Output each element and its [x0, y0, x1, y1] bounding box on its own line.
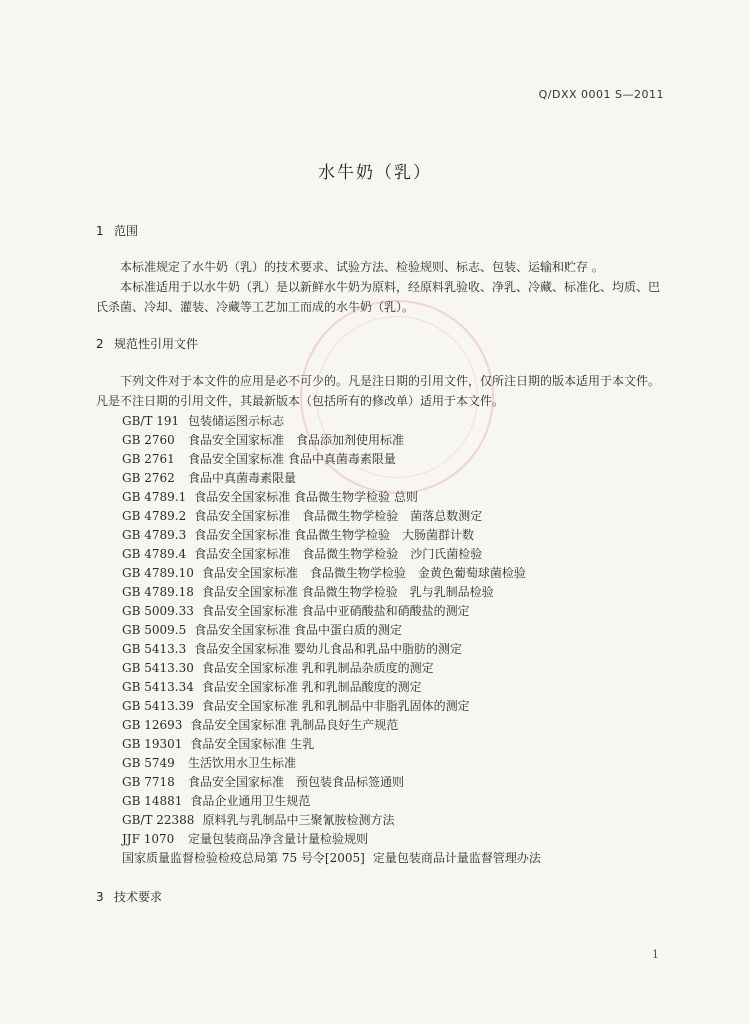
page-number: 1 — [652, 948, 659, 961]
section-number: 1 — [96, 224, 104, 238]
reference-code: GB 5009.33 — [122, 604, 194, 618]
reference-item — [122, 488, 662, 507]
reference-name: 食品安全国家标准 食品中蛋白质的测定 — [194, 623, 403, 637]
reference-item — [122, 564, 662, 583]
section-number: 2 — [96, 337, 104, 351]
scope-paragraph-2: 本标准适用于以水牛奶（乳）是以新鲜水牛奶为原料，经原料乳验收、净乳、冷藏、标准化、均质、巴氏杀菌、冷却、灌装、冷藏等工艺加工而成的水牛奶（乳）。 — [96, 280, 661, 314]
reference-item — [122, 849, 662, 868]
reference-item — [122, 602, 662, 621]
reference-name: 食品安全国家标准 乳制品良好生产规范 — [190, 718, 399, 732]
reference-item — [122, 431, 662, 450]
reference-name: 包装储运图示标志 — [188, 414, 285, 428]
reference-item — [122, 697, 662, 716]
reference-item — [122, 526, 662, 545]
reference-name: 食品安全国家标准 食品中亚硝酸盐和硝酸盐的测定 — [201, 604, 470, 618]
reference-code: GB 5009.5 — [122, 623, 187, 637]
reference-name: 食品安全国家标准 生乳 — [190, 737, 315, 751]
reference-code: GB 5749 — [122, 756, 175, 770]
reference-name: 食品安全国家标准 食品微生物学检验 沙门氏菌检验 — [194, 547, 483, 561]
reference-code: GB 4789.10 — [122, 566, 194, 580]
reference-item — [122, 450, 662, 469]
reference-name: 定量包装商品净含量计量检验规则 — [188, 832, 369, 846]
section-heading-scope — [96, 222, 138, 239]
reference-item — [122, 830, 662, 849]
section-number: 3 — [96, 890, 104, 904]
section-heading-technical-requirements — [96, 888, 162, 905]
reference-code: GB 12693 — [122, 718, 183, 732]
reference-name: 食品安全国家标准 食品微生物学检验 乳与乳制品检验 — [201, 585, 494, 599]
reference-code: GB 4789.2 — [122, 509, 187, 523]
reference-name: 食品安全国家标准 食品微生物学检验 金黄色葡萄球菌检验 — [201, 566, 526, 580]
reference-code: 国家质量监督检验检疫总局第 75 号令[2005] — [122, 851, 365, 865]
reference-code: GB 5413.34 — [122, 680, 194, 694]
reference-code: GB 4789.4 — [122, 547, 187, 561]
reference-code: GB 2762 — [122, 471, 175, 485]
reference-name: 食品中真菌毒素限量 — [188, 471, 297, 485]
reference-code: GB 19301 — [122, 737, 183, 751]
reference-name: 食品安全国家标准 食品微生物学检验 总则 — [194, 490, 418, 504]
reference-name: 食品安全国家标准 婴幼儿食品和乳品中脂肪的测定 — [194, 642, 463, 656]
reference-code: GB/T 191 — [122, 414, 180, 428]
reference-code: GB 14881 — [122, 794, 183, 808]
reference-code: GB 2761 — [122, 452, 175, 466]
reference-name: 食品安全国家标准 乳和乳制品杂质度的测定 — [201, 661, 434, 675]
reference-code: GB/T 22388 — [122, 813, 195, 827]
reference-code: GB 2760 — [122, 433, 175, 447]
references-intro: 下列文件对于本文件的应用是必不可少的。凡是注日期的引用文件，仅所注日期的版本适用于本文件。凡是不注日期的引用文件，其最新版本（包括所有的修改单）适用于本文件。 — [96, 374, 661, 408]
document-title: 水牛奶（乳） — [318, 163, 432, 183]
reference-item — [122, 754, 662, 773]
section-title: 技术要求 — [114, 890, 163, 904]
reference-name: 食品安全国家标准 食品中真菌毒素限量 — [188, 452, 396, 466]
reference-item — [122, 583, 662, 602]
reference-code: GB 4789.3 — [122, 528, 187, 542]
reference-item — [122, 811, 662, 830]
reference-code: GB 5413.30 — [122, 661, 194, 675]
reference-item — [122, 792, 662, 811]
reference-name: 原料乳与乳制品中三聚氰胺检测方法 — [202, 813, 395, 827]
reference-item — [122, 545, 662, 564]
reference-name: 食品安全国家标准 预包装食品标签通则 — [188, 775, 405, 789]
reference-item — [122, 735, 662, 754]
reference-name: 生活饮用水卫生标准 — [188, 756, 297, 770]
reference-code: GB 7718 — [122, 775, 175, 789]
reference-name: 食品企业通用卫生规范 — [190, 794, 311, 808]
reference-item — [122, 412, 662, 431]
reference-item — [122, 507, 662, 526]
reference-item — [122, 659, 662, 678]
reference-name: 定量包装商品计量监督管理办法 — [372, 851, 541, 865]
section-title: 范围 — [114, 224, 139, 238]
reference-code: GB 5413.39 — [122, 699, 194, 713]
reference-code: GB 5413.3 — [122, 642, 187, 656]
section-heading-references — [96, 335, 198, 352]
scope-paragraph-1: 本标准规定了水牛奶（乳）的技术要求、试验方法、检验规则、标志、包装、运输和贮存 。 — [120, 260, 604, 274]
reference-item — [122, 678, 662, 697]
reference-code: JJF 1070 — [122, 832, 175, 846]
reference-name: 食品安全国家标准 乳和乳制品酸度的测定 — [201, 680, 422, 694]
reference-list — [122, 412, 662, 868]
reference-item — [122, 716, 662, 735]
reference-name: 食品安全国家标准 食品微生物学检验 大肠菌群计数 — [194, 528, 475, 542]
reference-item — [122, 773, 662, 792]
reference-code: GB 4789.1 — [122, 490, 187, 504]
section-title: 规范性引用文件 — [114, 337, 199, 351]
reference-code: GB 4789.18 — [122, 585, 194, 599]
reference-name: 食品安全国家标准 食品添加剂使用标准 — [188, 433, 405, 447]
reference-name: 食品安全国家标准 食品微生物学检验 菌落总数测定 — [194, 509, 483, 523]
reference-name: 食品安全国家标准 乳和乳制品中非脂乳固体的测定 — [201, 699, 470, 713]
document-code: Q/DXX 0001 S—2011 — [538, 88, 664, 101]
reference-item — [122, 621, 662, 640]
reference-item — [122, 640, 662, 659]
reference-item — [122, 469, 662, 488]
